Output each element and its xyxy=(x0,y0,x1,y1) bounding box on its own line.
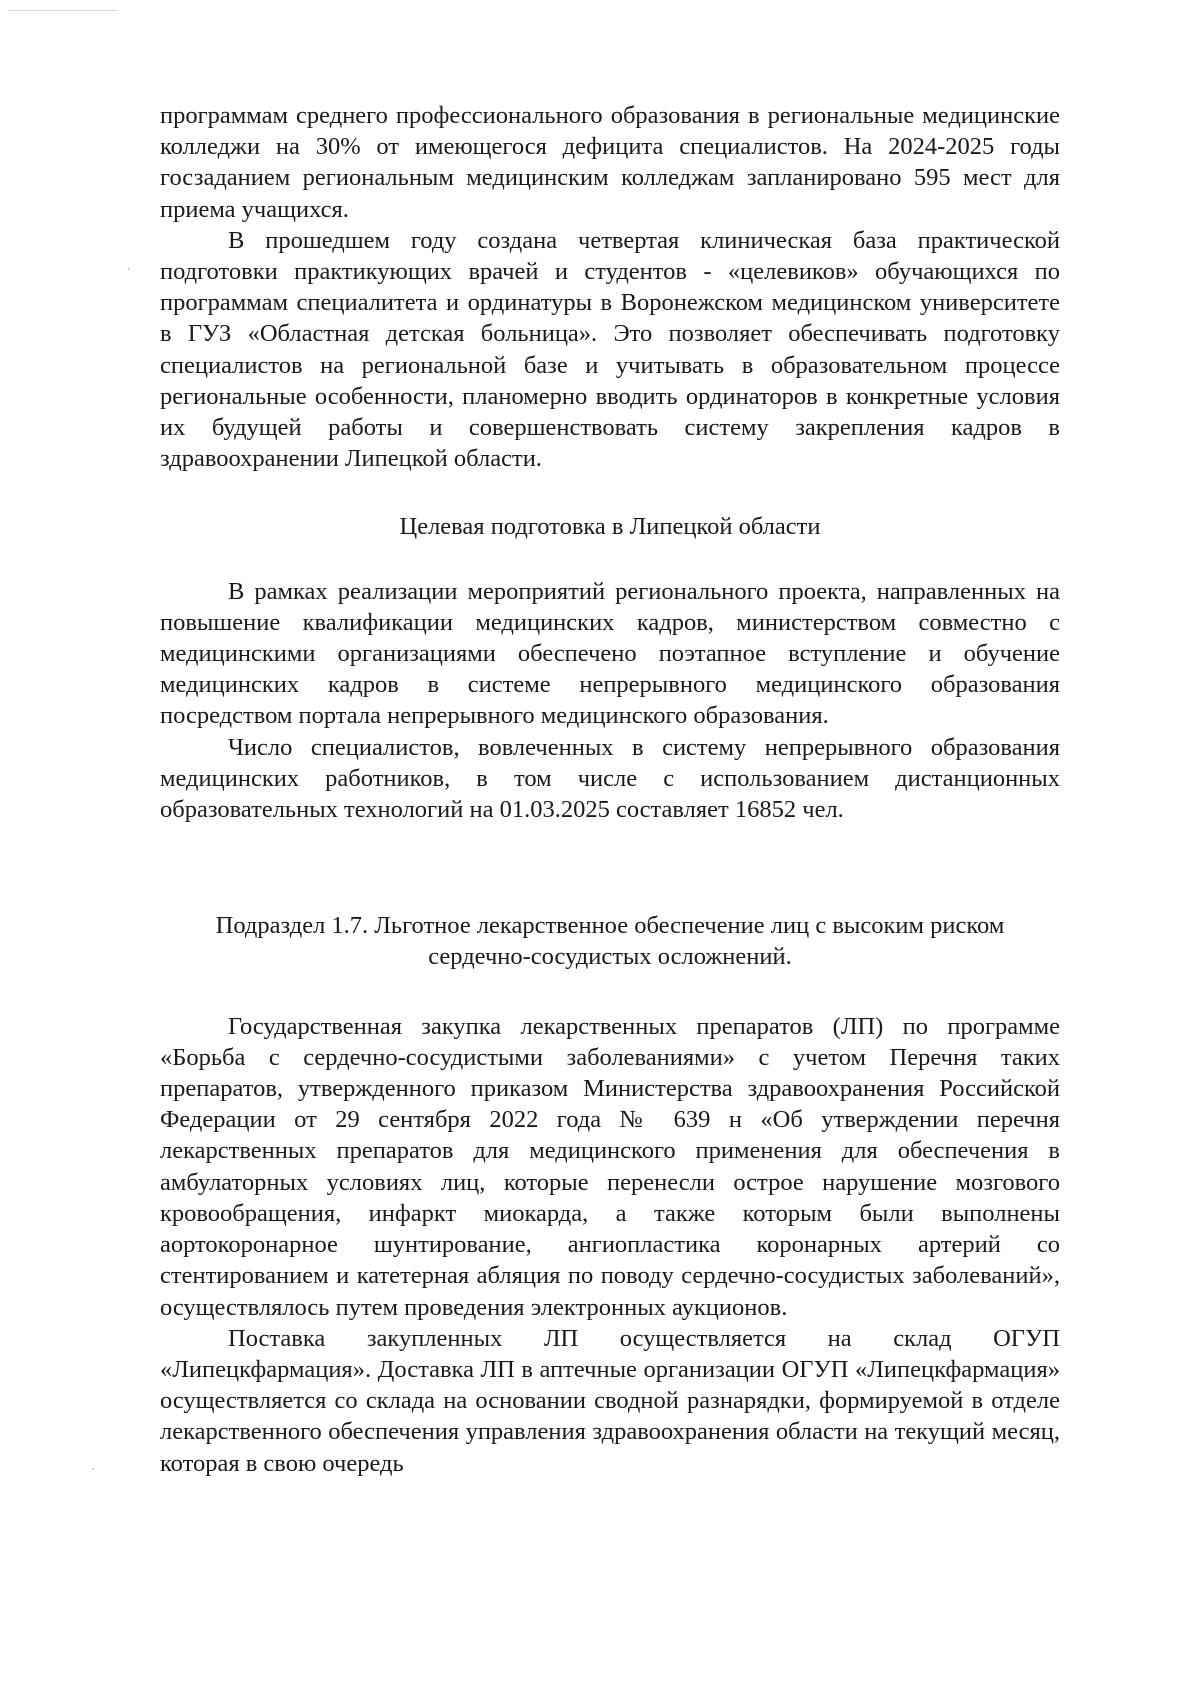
paragraph-specialists-count: Число специалистов, вовлеченных в систему непрерывного образования медицинских работников, в том числе с использованием дистанционных образовательных технологий на 01.03.2025 составляет 16852 чел. xyxy=(160,733,1060,824)
subsection-heading-line-1: Подраздел 1.7. Льготное лекарственное обеспечение лиц с высоким риском xyxy=(215,912,1005,940)
paragraph-continuation: программам среднего профессионального образования в региональные медицинские колледжи на 30% от имеющегося дефицита специалистов. На 2024-2025 годы госзаданием региональным медицинским колледжам запланировано 595 мест для приема учащихся. xyxy=(160,102,1060,223)
scan-dot xyxy=(92,1468,94,1470)
paragraph-state-procurement: Государственная закупка лекарственных препаратов (ЛП) по программе «Борьба с сердечно-сосудистыми заболеваниями» с учетом Перечня таких препаратов, утвержденного приказом Министерства здравоохранения Российской Федерации от 29 сентября 2022 года № 639 н «Об утверждении перечня лекарственных препаратов для медицинского применения для обеспечения в амбулаторных условиях лиц, которые перенесли острое нарушение мозгового кровообращения, инфаркт миокарда, а также которым были выполнены аортокоронарное шунтирование, ангиопластика коронарных артерий со стентированием и катетерная абляция по поводу сердечно-сосудистых заболеваний», осуществлялось путем проведения электронных аукционов. xyxy=(160,1012,1060,1321)
document-page xyxy=(160,100,1060,1479)
paragraph-clinical-base: В прошедшем году создана четвертая клиническая база практической подготовки практикующих врачей и студентов - «целевиков» обучающихся по программам специалитета и ординатуры в Воронежском медицинском университете в ГУЗ «Областная детская больница». Это позволяет обеспечивать подготовку специалистов на региональной базе и учитывать в образовательном процессе региональные особенности, планомерно вводить ординаторов в конкретные условия их будущей работы и совершенствовать систему закрепления кадров в здравоохранении Липецкой области. xyxy=(160,226,1060,473)
scan-dot xyxy=(128,268,130,270)
paragraph-regional-project: В рамках реализации мероприятий регионального проекта, направленных на повышение квалификации медицинских кадров, министерством совместно с медицинскими организациями обеспечено поэтапное вступление и обучение медицинских кадров в системе непрерывного медицинского образования посредством портала непрерывного медицинского образования. xyxy=(160,577,1060,730)
scan-artifact-top xyxy=(8,10,118,11)
subsection-heading-line-2: сердечно-сосудистых осложнений. xyxy=(428,943,792,971)
paragraph-delivery: Поставка закупленных ЛП осуществляется на склад ОГУП «Липецкфармация». Доставка ЛП в аптечные организации ОГУП «Липецкфармация» осуществляется со склада на основании сводной разнарядки, формируемой в отделе лекарственного обеспечения управления здравоохранения области на текущий месяц, которая в свою очередь xyxy=(160,1324,1060,1477)
section-heading-target-training: Целевая подготовка в Липецкой области xyxy=(399,513,821,541)
